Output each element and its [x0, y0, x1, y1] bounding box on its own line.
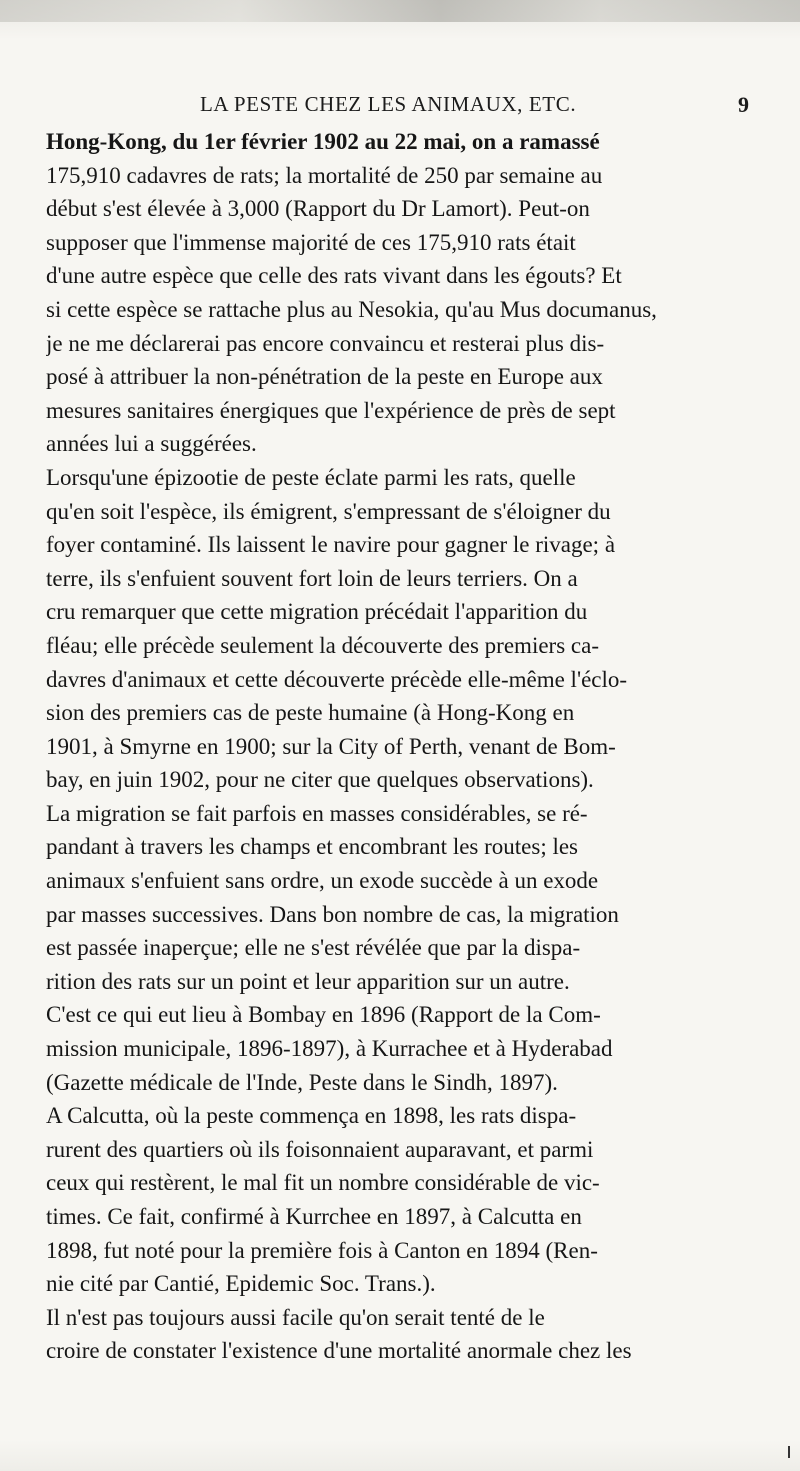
scan-edge-shadow	[0, 0, 800, 22]
running-header	[0, 92, 800, 122]
text-line: Il n'est pas toujours aussi facile qu'on serait tenté de le	[46, 1304, 545, 1330]
text-line: Lorsqu'une épizootie de peste éclate parmi les rats, quelle	[46, 464, 576, 490]
text-line: terre, ils s'enfuient souvent fort loin de leurs terriers. On a	[46, 565, 578, 591]
text-line: 1901, à Smyrne en 1900; sur la City of Perth, venant de Bom-	[46, 733, 616, 759]
text-line: foyer contaminé. Ils laissent le navire pour gagner le rivage; à	[46, 532, 616, 558]
margin-mark	[788, 1446, 790, 1458]
text-line: si cette espèce se rattache plus au Nesokia, qu'au Mus documanus,	[46, 296, 657, 322]
text-line: rurent des quartiers où ils foisonnaient auparavant, et parmi	[46, 1136, 594, 1162]
text-line: supposer que l'immense majorité de ces 175,910 rats était	[46, 229, 576, 255]
text-line: je ne me déclarerai pas encore convaincu et resterai plus dis-	[46, 330, 605, 356]
text-line: fléau; elle précède seulement la découverte des premiers ca-	[46, 632, 599, 658]
text-line: qu'en soit l'espèce, ils émigrent, s'empressant de s'éloigner du	[46, 498, 611, 524]
running-title: LA PESTE CHEZ LES ANIMAUX, ETC.	[200, 92, 577, 116]
text-line: début s'est élevée à 3,000 (Rapport du Dr Lamort). Peut-on	[46, 196, 590, 222]
text-line: (Gazette médicale de l'Inde, Peste dans le Sindh, 1897).	[46, 1069, 558, 1095]
text-line: La migration se fait parfois en masses considérables, se ré-	[46, 800, 588, 826]
text-line: par masses successives. Dans bon nombre de cas, la migration	[46, 901, 619, 927]
text-line: croire de constater l'existence d'une mortalité anormale chez les	[46, 1338, 632, 1364]
text-line: bay, en juin 1902, pour ne citer que quelques observations).	[46, 767, 594, 793]
text-line: mission municipale, 1896-1897), à Kurrachee et à Hyderabad	[46, 1036, 613, 1062]
text-line: posé à attribuer la non-pénétration de la peste en Europe aux	[46, 364, 603, 390]
text-line: rition des rats sur un point et leur apparition sur un autre.	[46, 968, 570, 994]
text-line: animaux s'enfuient sans ordre, un exode succède à un exode	[46, 868, 599, 894]
text-line: nie cité par Cantié, Epidemic Soc. Trans.).	[46, 1271, 436, 1297]
text-line: A Calcutta, où la peste commença en 1898, les rats dispa-	[46, 1103, 577, 1129]
text-line: sion des premiers cas de peste humaine (à Hong-Kong en	[46, 700, 575, 726]
body-text	[46, 125, 754, 1368]
text-line: davres d'animaux et cette découverte précède elle-même l'éclo-	[46, 666, 628, 692]
text-line: 175,910 cadavres de rats; la mortalité de 250 par semaine au	[46, 162, 603, 188]
text-line: pandant à travers les champs et encombrant les routes; les	[46, 834, 579, 860]
text-line: d'une autre espèce que celle des rats vivant dans les égouts? Et	[46, 263, 622, 289]
text-line: 1898, fut noté pour la première fois à Canton en 1894 (Ren-	[46, 1237, 598, 1263]
text-line: est passée inaperçue; elle ne s'est révélée que par la dispa-	[46, 935, 581, 961]
text-line: cru remarquer que cette migration précédait l'apparition du	[46, 599, 588, 625]
text-line: mesures sanitaires énergiques que l'expérience de près de sept	[46, 397, 616, 423]
text-line: ceux qui restèrent, le mal fit un nombre considérable de vic-	[46, 1170, 600, 1196]
text-line: années lui a suggérées.	[46, 431, 257, 457]
text-line: times. Ce fait, confirmé à Kurrchee en 1897, à Calcutta en	[46, 1204, 582, 1229]
page-number: 9	[738, 92, 749, 117]
text-line: C'est ce qui eut lieu à Bombay en 1896 (Rapport de la Com-	[46, 1002, 601, 1028]
text-line: Hong-Kong, du 1er février 1902 au 22 mai, on a ramassé	[46, 129, 600, 154]
